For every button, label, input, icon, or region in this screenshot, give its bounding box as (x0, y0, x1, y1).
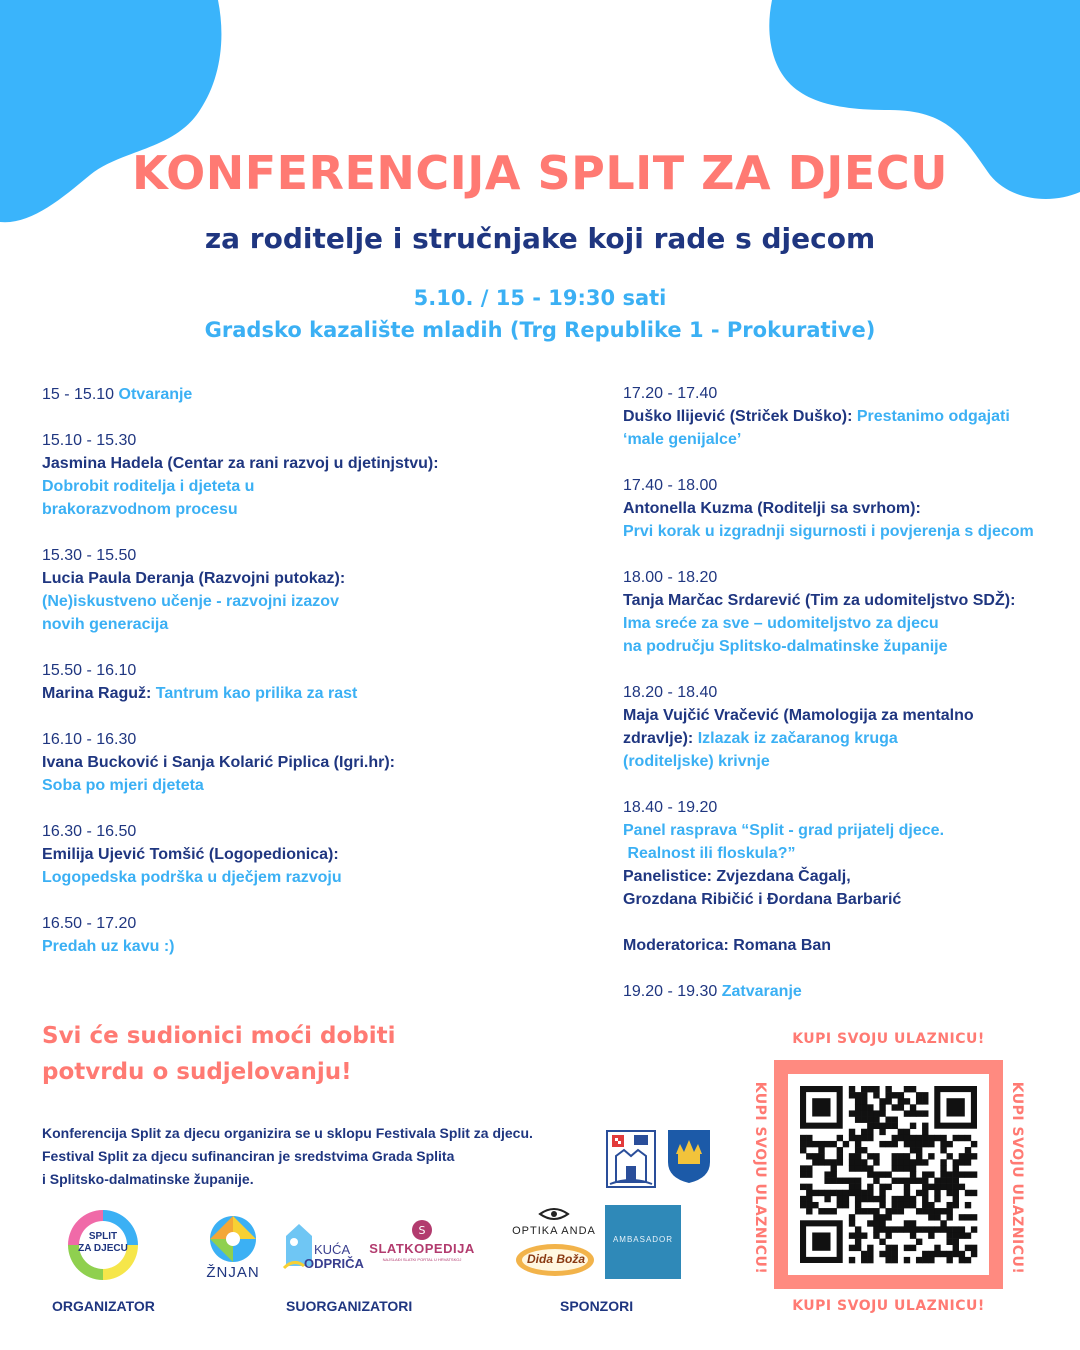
program-item (623, 796, 1063, 957)
event-venue: Gradsko kazalište mladih (Trg Republike 1 - Prokurative) (204, 318, 876, 342)
item-topic: Prvi korak u izgradnji sigurnosti i povjerenja s djecom (623, 523, 1034, 540)
dida-boza-text (520, 1252, 592, 1266)
slatkopedija-subtext: NAJSLAĐI SLATKI PORTAL U HRVATSKOJ (382, 1257, 462, 1262)
ticket-qr-frame[interactable] (774, 1060, 1003, 1289)
item-time: 15.50 - 16.10 (42, 662, 137, 679)
item-speaker: Marina Raguž: (42, 685, 152, 702)
optika-anda-eye-icon (538, 1207, 570, 1221)
page-title: KONFERENCIJA SPLIT ZA DJECU (132, 146, 948, 200)
item-time: 17.20 - 17.40 (623, 385, 718, 402)
item-topic: Panel rasprava “Split - grad prijatelj djece. (623, 822, 945, 839)
svg-text:S: S (418, 1224, 426, 1237)
item-moderator: Moderatorica: Romana Ban (623, 937, 832, 954)
logo-text: ODPRIČA (304, 1256, 364, 1271)
buy-ticket-cta[interactable]: KUPI SVOJU ULAZNICU! (752, 1081, 768, 1275)
page-subtitle: za roditelje i stručnjake koji rade s djecom (204, 222, 876, 255)
sponsors-label: SPONZORI (560, 1298, 634, 1314)
item-time: 18.00 - 18.20 (623, 569, 718, 586)
buy-ticket-cta[interactable]: KUPI SVOJU ULAZNICU! (792, 1298, 985, 1314)
logo-text: ZA DJECU (78, 1243, 128, 1254)
item-speaker: Ivana Bucković i Sanja Kolarić Piplica (Igri.hr): (42, 754, 395, 771)
item-topic: Realnost ili floskula?” (623, 845, 796, 862)
item-speaker: Jasmina Hadela (Centar za rani razvoj u djetinjstvu): (42, 455, 439, 472)
logo-text: KUĆA (314, 1242, 351, 1257)
item-speaker: Duško Ilijević (Striček Duško): (623, 408, 853, 425)
item-time: 16.30 - 16.50 (42, 823, 137, 840)
qr-code-icon[interactable] (788, 1074, 989, 1275)
item-panelists: Grozdana Ribičić i Đordana Barbarić (623, 891, 902, 908)
program-item (42, 820, 582, 889)
item-speaker: zdravlje): (623, 730, 694, 747)
optika-anda-text: OPTIKA ANDA (512, 1225, 596, 1237)
certificate-line: Svi će sudionici moći dobiti (42, 1023, 396, 1049)
logo-text: Dida (526, 1252, 553, 1266)
item-topic: Prestanimo odgajati (856, 408, 1010, 425)
item-topic: (roditeljske) krivnje (623, 753, 770, 770)
certificate-note (42, 1018, 562, 1090)
item-topic: Tantrum kao prilika za rast (155, 685, 358, 702)
kuca-od-prica-text (304, 1243, 364, 1271)
info-line: Festival Split za djecu sufinanciran je sredstvima Grada Splita (42, 1148, 455, 1164)
logo-text: SPLIT (88, 1231, 118, 1242)
program-right (623, 382, 1063, 1026)
item-panelists: Panelistice: Zvjezdana Čagalj, (623, 868, 851, 885)
item-topic: Soba po mjeri djeteta (42, 777, 204, 794)
program-item (623, 382, 1063, 451)
item-time: 15.10 - 15.30 (42, 432, 137, 449)
certificate-line: potvrdu o sudjelovanju! (42, 1059, 352, 1085)
split-za-djecu-logo-text (72, 1231, 134, 1255)
program-item (42, 544, 582, 636)
info-line: Konferencija Split za djecu organizira se u sklopu Festivala Split za djecu. (42, 1125, 533, 1141)
ambasador-text: AMBASADOR (612, 1235, 674, 1244)
item-time: 19.20 - 19.30 (623, 983, 718, 1000)
znjan-logo (200, 1213, 266, 1265)
item-topic: Otvaranje (118, 386, 193, 403)
item-topic: Izlazak iz začaranog kruga (697, 730, 898, 747)
item-topic: novih generacija (42, 616, 169, 633)
item-time: 16.50 - 17.20 (42, 915, 137, 932)
program-item (623, 566, 1063, 658)
program-item (623, 474, 1063, 543)
program-item (623, 681, 1063, 773)
buy-ticket-cta[interactable]: KUPI SVOJU ULAZNICU! (792, 1031, 985, 1047)
organizer-label: ORGANIZATOR (52, 1298, 155, 1314)
program-item (42, 383, 582, 406)
program-item (42, 912, 582, 958)
item-time: 17.40 - 18.00 (623, 477, 718, 494)
slatkopedija-logo-icon (411, 1219, 433, 1241)
info-line: i Splitsko-dalmatinske županije. (42, 1171, 254, 1187)
item-speaker: Antonella Kuzma (Roditelji sa svrhom): (623, 500, 921, 517)
item-topic: ‘male genijalce’ (623, 431, 742, 448)
item-topic: Logopedska podrška u dječjem razvoju (42, 869, 342, 886)
split-coat-of-arms-icon (606, 1130, 656, 1188)
item-topic: na području Splitsko-dalmatinske županije (623, 638, 948, 655)
item-topic: (Ne)iskustveno učenje - razvojni izazov (42, 593, 339, 610)
item-time: 15 - 15.10 (42, 386, 115, 403)
info-text (42, 1122, 602, 1191)
coorganizers-label: SUORGANIZATORI (286, 1298, 413, 1314)
program-left (42, 383, 582, 981)
buy-ticket-cta[interactable]: KUPI SVOJU ULAZNICU! (1009, 1081, 1025, 1275)
item-topic: Dobrobit roditelja i djeteta u (42, 478, 255, 495)
program-item (623, 980, 1063, 1003)
item-time: 18.40 - 19.20 (623, 799, 718, 816)
item-speaker: Lucia Paula Deranja (Razvojni putokaz): (42, 570, 346, 587)
event-date: 5.10. / 15 - 19:30 sati (413, 286, 667, 310)
program-item (42, 429, 582, 521)
item-time: 15.30 - 15.50 (42, 547, 137, 564)
logo-text: Boža (556, 1252, 586, 1266)
program-item (42, 659, 582, 705)
item-topic: Zatvaranje (721, 983, 802, 1000)
item-speaker: Maja Vujčić Vračević (Mamologija za mentalno (623, 707, 974, 724)
item-topic: brakorazvodnom procesu (42, 501, 238, 518)
slatkopedija-text: SLATKOPEDIJA (369, 1241, 475, 1256)
county-coat-of-arms-icon (666, 1128, 712, 1184)
item-speaker: Emilija Ujević Tomšić (Logopedionica): (42, 846, 339, 863)
item-topic: Ima sreće za sve – udomiteljstvo za djecu (623, 615, 939, 632)
item-topic: Predah uz kavu :) (42, 938, 175, 955)
program-item (42, 728, 582, 797)
znjan-logo-text: ŽNJAN (206, 1264, 260, 1281)
item-time: 18.20 - 18.40 (623, 684, 718, 701)
item-time: 16.10 - 16.30 (42, 731, 137, 748)
item-speaker: Tanja Marčac Srdarević (Tim za udomiteljstvo SDŽ): (623, 592, 1016, 609)
ticket-qr-code[interactable] (788, 1074, 989, 1275)
